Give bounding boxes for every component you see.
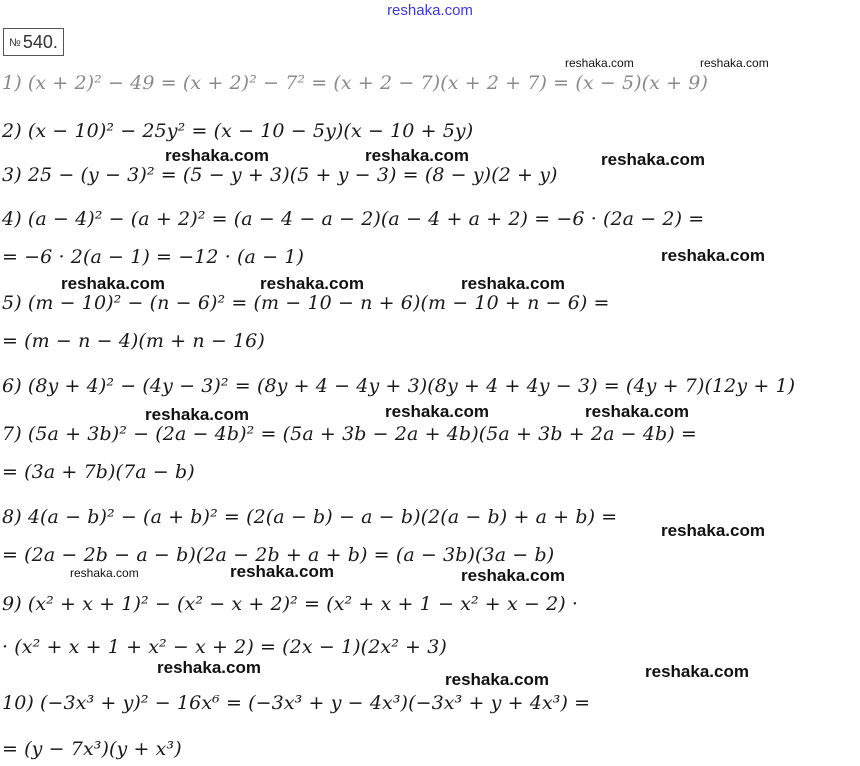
- watermark: reshaka.com: [157, 658, 261, 677]
- solution-line-7a: 7) (5a + 3b)² − (2a − 4b)² = (5a + 3b − 2a + 4b)(5a + 3b + 2a − 4b) =: [2, 423, 697, 445]
- watermark: reshaka.com: [365, 146, 469, 165]
- solution-line-9b: · (x² + x + 1 + x² − x + 2) = (2x − 1)(2x² + 3): [2, 636, 447, 658]
- solution-line-6: 6) (8y + 4)² − (4y − 3)² = (8y + 4 − 4y + 3)(8y + 4 + 4y − 3) = (4y + 7)(12y + 1): [2, 375, 796, 397]
- watermark: reshaka.com: [661, 246, 765, 265]
- solution-line-4b: = −6 · 2(a − 1) = −12 · (a − 1): [2, 246, 304, 268]
- watermark: reshaka.com: [385, 402, 489, 421]
- solution-line-7b: = (3a + 7b)(7a − b): [2, 461, 195, 483]
- watermark: reshaka.com: [461, 566, 565, 585]
- watermark: reshaka.com: [165, 146, 269, 165]
- watermark: reshaka.com: [445, 670, 549, 689]
- solution-line-5b: = (m − n − 4)(m + n − 16): [2, 330, 265, 352]
- watermark: reshaka.com: [661, 521, 765, 540]
- watermark: reshaka.com: [260, 274, 364, 293]
- task-number: 540.: [22, 32, 58, 52]
- solution-line-5a: 5) (m − 10)² − (n − 6)² = (m − 10 − n + 6)(m − 10 + n − 6) =: [2, 292, 610, 314]
- watermark: reshaka.com: [461, 274, 565, 293]
- watermark: reshaka.com: [645, 662, 749, 681]
- watermark: reshaka.com: [145, 405, 249, 424]
- solution-line-1: 1) (x + 2)² − 49 = (x + 2)² − 7² = (x + 2 − 7)(x + 2 + 7) = (x − 5)(x + 9): [2, 72, 708, 94]
- solution-line-9a: 9) (x² + x + 1)² − (x² − x + 2)² = (x² + x + 1 − x² + x − 2) ·: [2, 593, 579, 615]
- solution-line-3: 3) 25 − (y − 3)² = (5 − y + 3)(5 + y − 3) = (8 − y)(2 + y): [2, 164, 558, 186]
- watermark: reshaka.com: [61, 274, 165, 293]
- solution-line-4a: 4) (a − 4)² − (a + 2)² = (a − 4 − a − 2)(a − 4 + a + 2) = −6 · (2a − 2) =: [2, 208, 705, 230]
- solution-line-8b: = (2a − 2b − a − b)(2a − 2b + a + b) = (a − 3b)(3a − b): [2, 544, 555, 566]
- watermark: reshaka.com: [585, 402, 689, 421]
- watermark: reshaka.com: [565, 56, 634, 70]
- watermark: reshaka.com: [70, 566, 139, 580]
- watermark: reshaka.com: [700, 56, 769, 70]
- task-number-badge: [3, 28, 64, 56]
- watermark: reshaka.com: [230, 562, 334, 581]
- solution-line-2: 2) (x − 10)² − 25y² = (x − 10 − 5y)(x − 10 + 5y): [2, 120, 474, 142]
- solution-line-10a: 10) (−3x³ + y)² − 16x⁶ = (−3x³ + y − 4x³)(−3x³ + y + 4x³) =: [2, 692, 591, 714]
- number-sign: №: [9, 37, 21, 49]
- solution-line-8a: 8) 4(a − b)² − (a + b)² = (2(a − b) − a − b)(2(a − b) + a + b) =: [2, 506, 618, 528]
- watermark: reshaka.com: [601, 150, 705, 169]
- site-header-link[interactable]: reshaka.com: [387, 2, 473, 19]
- solution-line-10b: = (y − 7x³)(y + x³): [2, 738, 182, 760]
